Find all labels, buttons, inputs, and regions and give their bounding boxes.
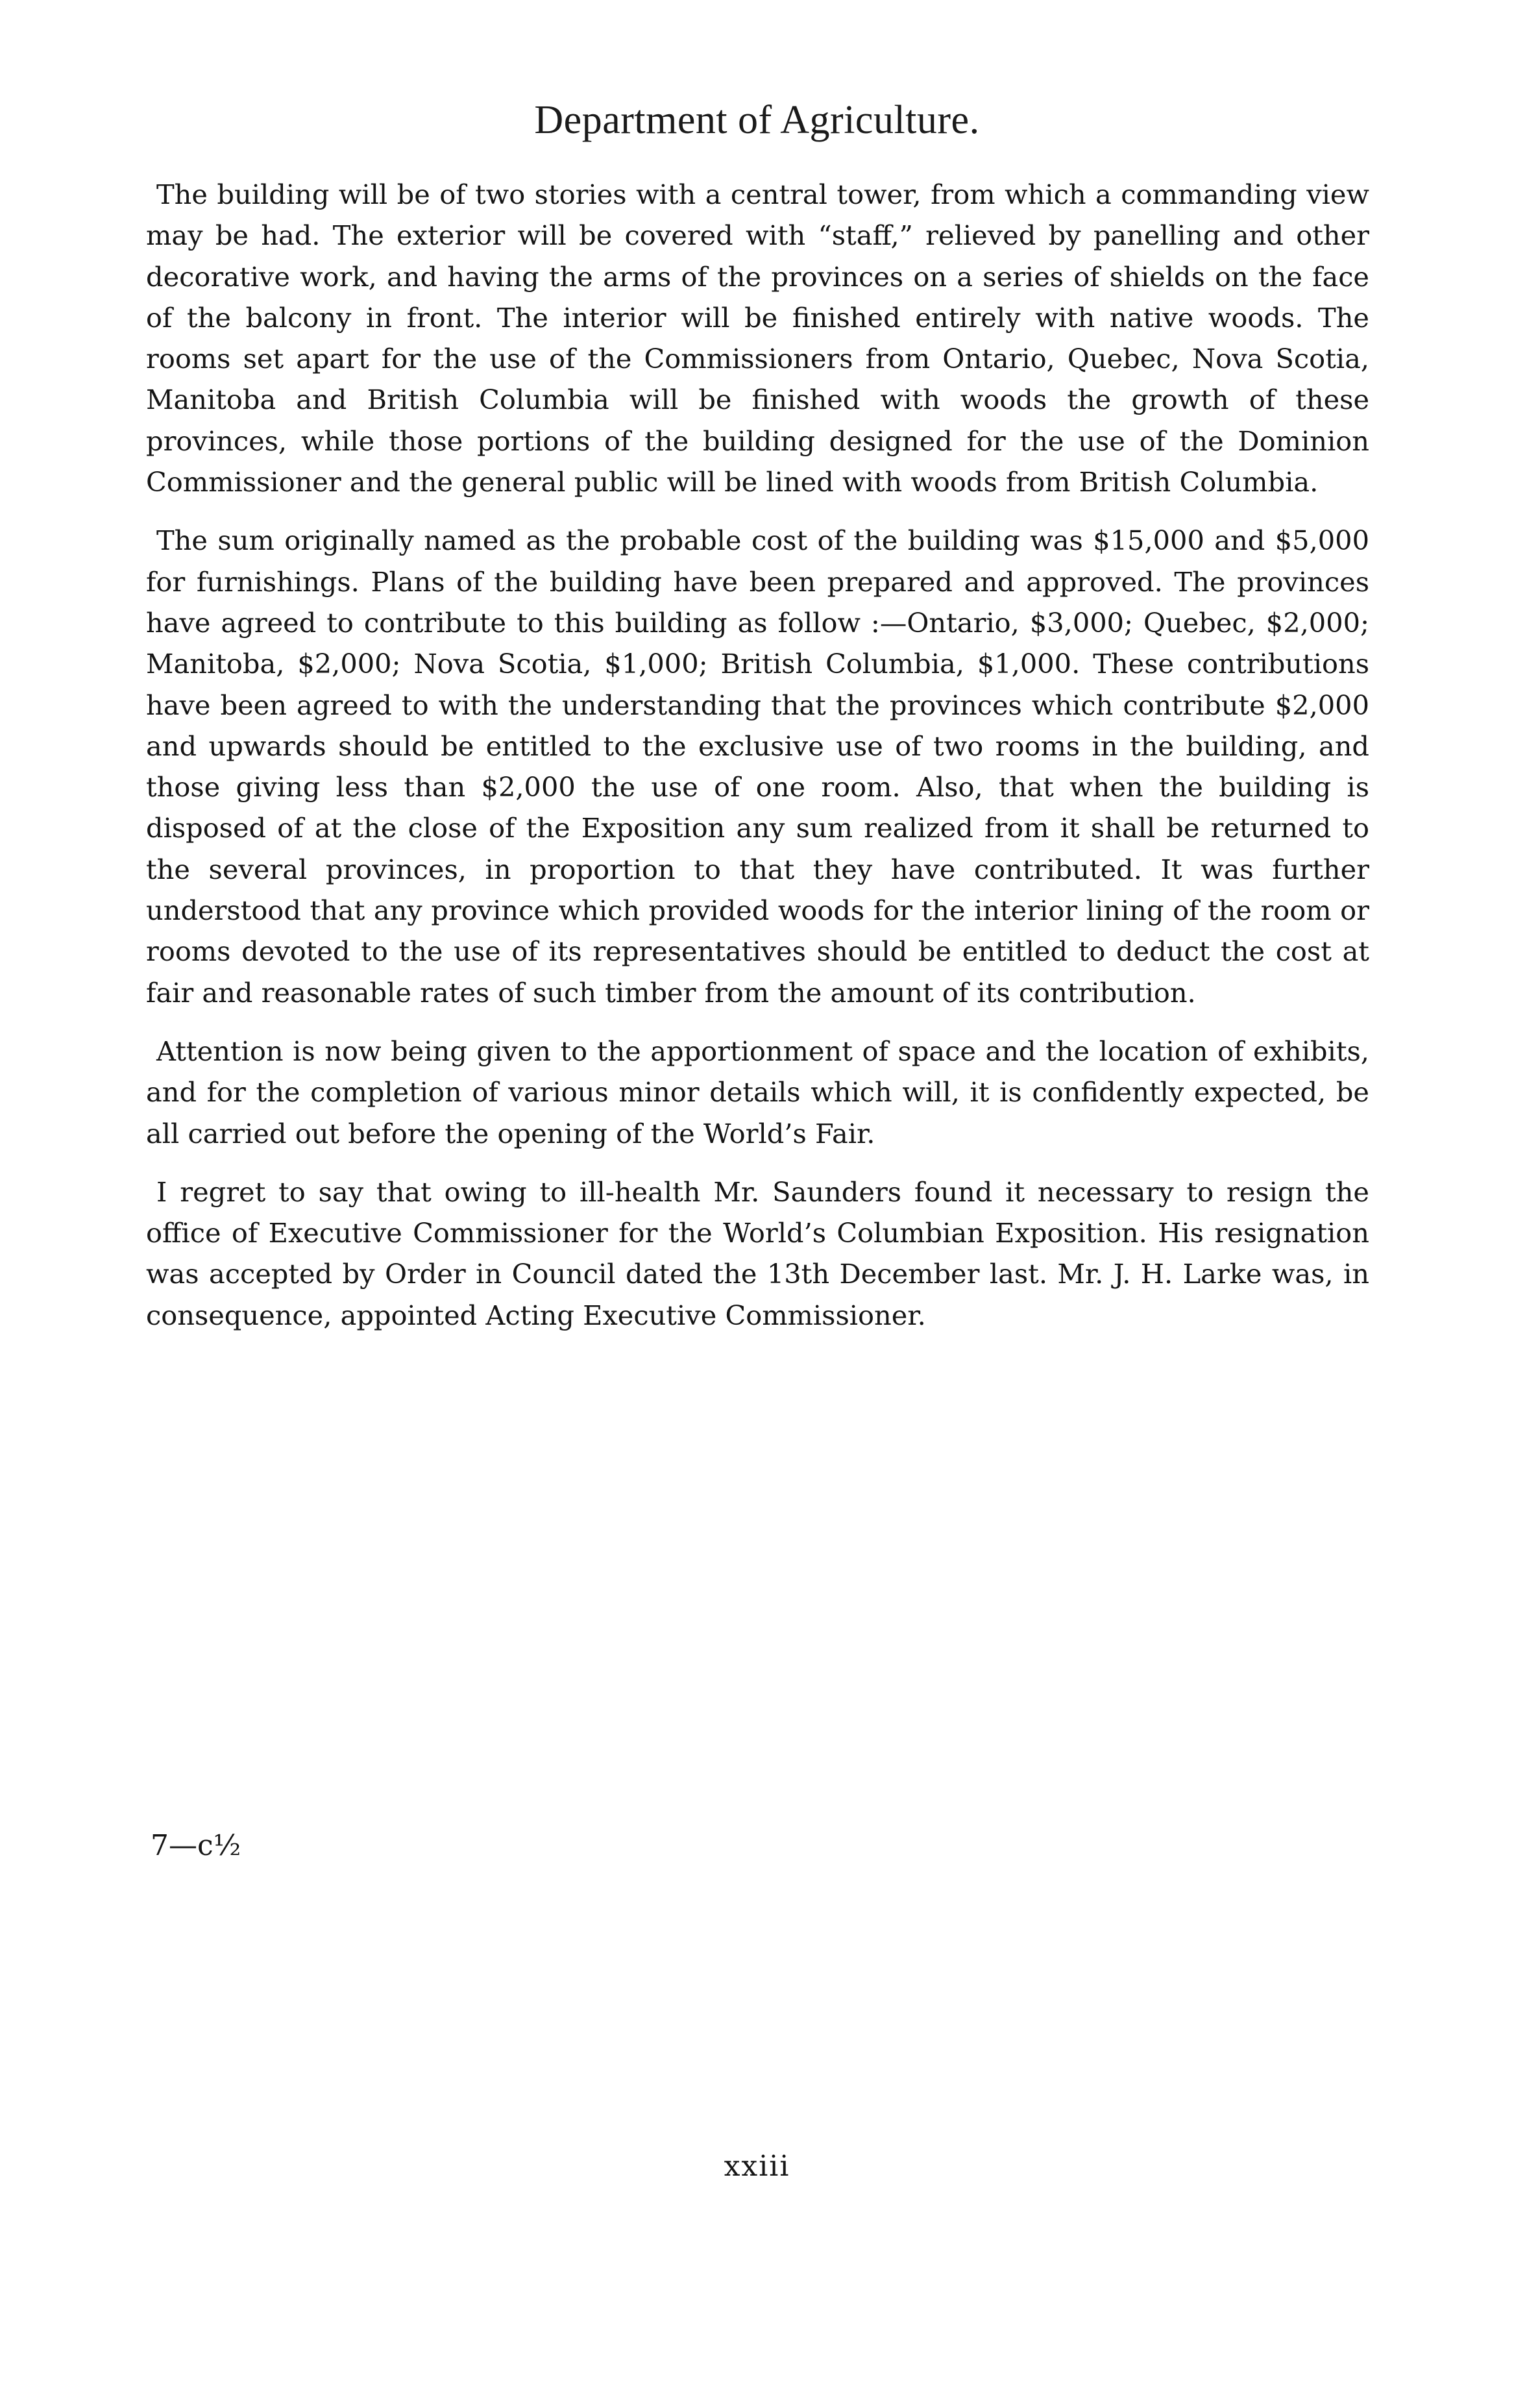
paragraph-building-description	[146, 174, 1369, 502]
paragraph-apportionment	[146, 1031, 1369, 1154]
signature-mark: 7—c½	[151, 1829, 241, 1862]
paragraph-text: I regret to say that owing to ill-health Mr. Saunders found it necessary to resign the office of Executive Commissioner for the World’s Columbian Exposition. His resignation was accepted by Order in Council dated the 13th December last. Mr. J. H. Larke was, in consequence, appointed Acting Executive Commissioner.	[146, 1175, 1369, 1331]
paragraph-text: The building will be of two stories with a central tower, from which a commanding view may be had. The exterior will be covered with “staff,” relieved by panelling and other decorative work, and having the arms of the provinces on a series of shields on the face of the balcony in front. The interior will be finished entirely with native woods. The rooms set apart for the use of the Commissioners from Ontario, Quebec, Nova Scotia, Manitoba and British Columbia will be finished with woods the growth of these provinces, while those portions of the building designed for the use of the Dominion Commissioner and the general public will be lined with woods from British Columbia.	[146, 178, 1369, 498]
running-head: Department of Agriculture.	[534, 98, 980, 142]
paragraph-building-cost	[146, 520, 1369, 1013]
body-text	[146, 174, 1369, 1353]
paragraph-text: Attention is now being given to the apportionment of space and the location of exhibits, and for the completion of various minor details which will, it is confidently expected, be all carried out before the opening of the World’s Fair.	[146, 1035, 1369, 1149]
paragraph-resignation	[146, 1172, 1369, 1336]
page-number: xxiii	[724, 2150, 790, 2183]
paragraph-text: The sum originally named as the probable cost of the building was $15,000 and $5,000 for furnishings. Plans of the building have been prepared and approved. The provinces have agreed to contribute to this building as follow :—Ontario, $3,000; Quebec, $2,000; Manitoba, $2,000; Nova Scotia, $1,000; British Columbia, $1,000. These contributions have been agreed to with the understanding that the provinces which contribute $2,000 and upwards should be entitled to the exclusive use of two rooms in the building, and those giving less than $2,000 the use of one room. Also, that when the building is disposed of at the close of the Exposition any sum realized from it shall be returned to the several provinces, in proportion to that they have contributed. It was further understood that any province which provided woods for the interior lining of the room or rooms devoted to the use of its representatives should be entitled to deduct the cost at fair and reasonable rates of such timber from the amount of its contribution.	[146, 524, 1369, 1009]
